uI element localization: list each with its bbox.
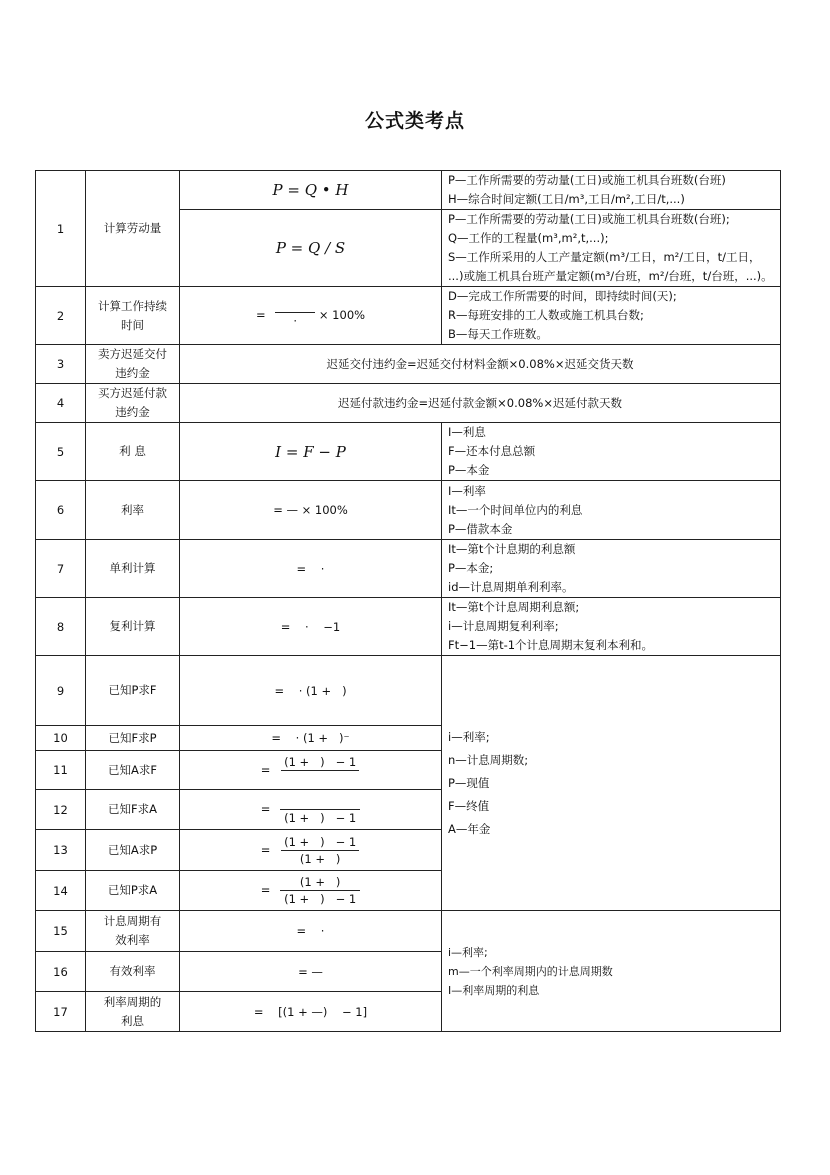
row-name: 单利计算	[86, 540, 180, 598]
row-number: 4	[36, 384, 86, 423]
row-number: 5	[36, 423, 86, 481]
row-name: 已知A求P	[86, 830, 180, 871]
row-number: 1	[36, 171, 86, 287]
formula-cell	[180, 171, 442, 210]
table-row	[36, 423, 781, 481]
desc-line: ...)或施工机具台班产量定额(m³/台班，m²/台班，t/台班，...)。	[448, 269, 773, 283]
description-cell: It—第t个计息周期利息额; i—计息周期复利利率; Ft−1—第t-1个计息周期末复利本利和。	[442, 598, 781, 656]
row-number: 15	[36, 911, 86, 952]
description-cell	[442, 171, 781, 210]
formula-tail: × 100%	[318, 308, 366, 322]
row-name: 已知F求A	[86, 790, 180, 830]
row-name: 计算工作持续 时间	[86, 287, 180, 345]
row-number: 13	[36, 830, 86, 871]
table-row	[36, 540, 781, 598]
table-row	[36, 656, 781, 726]
row-number: 16	[36, 952, 86, 992]
row-number: 17	[36, 992, 86, 1032]
description-cell: I—利息 F—还本付息总额 P—本金	[442, 423, 781, 481]
formula-cell: = ·	[180, 911, 442, 952]
table-row	[36, 384, 781, 423]
formula-cell: = $\frac{(1 + )}{(1 + ) - 1}$	[180, 871, 442, 911]
formula-fraction: $\frac{(1 + )}{(1 + ) - 1}$	[280, 874, 360, 907]
formula-text: 迟延付款违约金=迟延付款金额×0.08%×迟延付款天数	[180, 384, 781, 423]
row-number: 11	[36, 751, 86, 790]
table-row	[36, 171, 781, 210]
formula-cell	[180, 210, 442, 287]
row-number: 14	[36, 871, 86, 911]
formula-fraction: $\frac{(1 + ) - 1}{(1 + )}$	[280, 834, 360, 867]
formula-cell: = —	[180, 952, 442, 992]
row-name: 有效利率	[86, 952, 180, 992]
row-name: 计算劳动量	[86, 171, 180, 287]
formula-cell: = · −1	[180, 598, 442, 656]
row-name: 利率周期的 利息	[86, 992, 180, 1032]
formula-cell: = — × 100%	[180, 481, 442, 540]
desc-line: H—综合时间定额(工日/m³,工日/m²,工日/t,...)	[448, 192, 685, 206]
description-cell: i—利率; n—计息周期数; P—现值 F—终值 A—年金	[442, 656, 781, 911]
page-title: 公式类考点	[364, 110, 465, 132]
formula-cell: = ·	[180, 540, 442, 598]
formula: P = Q • H	[272, 181, 349, 199]
desc-line: S—工作所采用的人工产量定额(m³/工日，m²/工日，t/工日，	[448, 250, 761, 264]
row-name: 复利计算	[86, 598, 180, 656]
formula-cell: = · (1 + )⁻	[180, 726, 442, 751]
row-name: 利率	[86, 481, 180, 540]
table-row	[36, 481, 781, 540]
description-cell	[442, 210, 781, 287]
table-row	[36, 598, 781, 656]
table-row	[36, 345, 781, 384]
formula-cell	[180, 287, 442, 345]
row-name: 已知P求F	[86, 656, 180, 726]
formula-cell	[180, 423, 442, 481]
formula-table	[35, 170, 781, 1032]
row-number: 3	[36, 345, 86, 384]
formula-cell: = $\frac{(1 + ) - 1}{(1 + )}$	[180, 830, 442, 871]
row-name: 买方迟延付款 违约金	[86, 384, 180, 423]
row-name: 利 息	[86, 423, 180, 481]
formula-fraction: (1 + ) − 1	[280, 793, 360, 826]
row-number: 6	[36, 481, 86, 540]
table-row	[36, 287, 781, 345]
formula-cell: = [(1 + —) − 1]	[180, 992, 442, 1032]
formula-fraction: ·	[275, 302, 315, 329]
row-name: 已知A求F	[86, 751, 180, 790]
row-number: 8	[36, 598, 86, 656]
description-cell: It—第t个计息期的利息额 P—本金; id—计息周期单利利率。	[442, 540, 781, 598]
row-name: 已知P求A	[86, 871, 180, 911]
desc-line: P—工作所需要的劳动量(工日)或施工机具台班数(台班);	[448, 212, 730, 226]
formula-cell: = (1 + ) − 1	[180, 790, 442, 830]
row-number: 12	[36, 790, 86, 830]
row-name: 卖方迟延交付 违约金	[86, 345, 180, 384]
description-cell: D—完成工作所需要的时间，即持续时间(天); R—每班安排的工人数或施工机具台数; B—每天工作班数。	[442, 287, 781, 345]
formula: P = Q / S	[275, 239, 346, 257]
row-name: 已知F求P	[86, 726, 180, 751]
row-number: 2	[36, 287, 86, 345]
formula-fraction: (1 + ) − 1	[280, 754, 360, 787]
description-cell: I—利率 It—一个时间单位内的利息 P—借款本金	[442, 481, 781, 540]
description-cell: i—利率; m—一个利率周期内的计息周期数 I—利率周期的利息	[442, 911, 781, 1032]
row-number: 10	[36, 726, 86, 751]
desc-line: Q—工作的工程量(m³,m²,t,...);	[448, 231, 609, 245]
formula: I = F − P	[275, 442, 346, 461]
formula-cell: = · (1 + )	[180, 656, 442, 726]
table-row	[36, 911, 781, 952]
row-number: 7	[36, 540, 86, 598]
row-number: 9	[36, 656, 86, 726]
desc-line: P—工作所需要的劳动量(工日)或施工机具台班数(台班)	[448, 173, 726, 187]
formula-text: 迟延交付违约金=迟延交付材料金额×0.08%×迟延交货天数	[180, 345, 781, 384]
row-name: 计息周期有 效利率	[86, 911, 180, 952]
formula-cell: = (1 + ) − 1	[180, 751, 442, 790]
formula-eq: =	[255, 308, 266, 322]
